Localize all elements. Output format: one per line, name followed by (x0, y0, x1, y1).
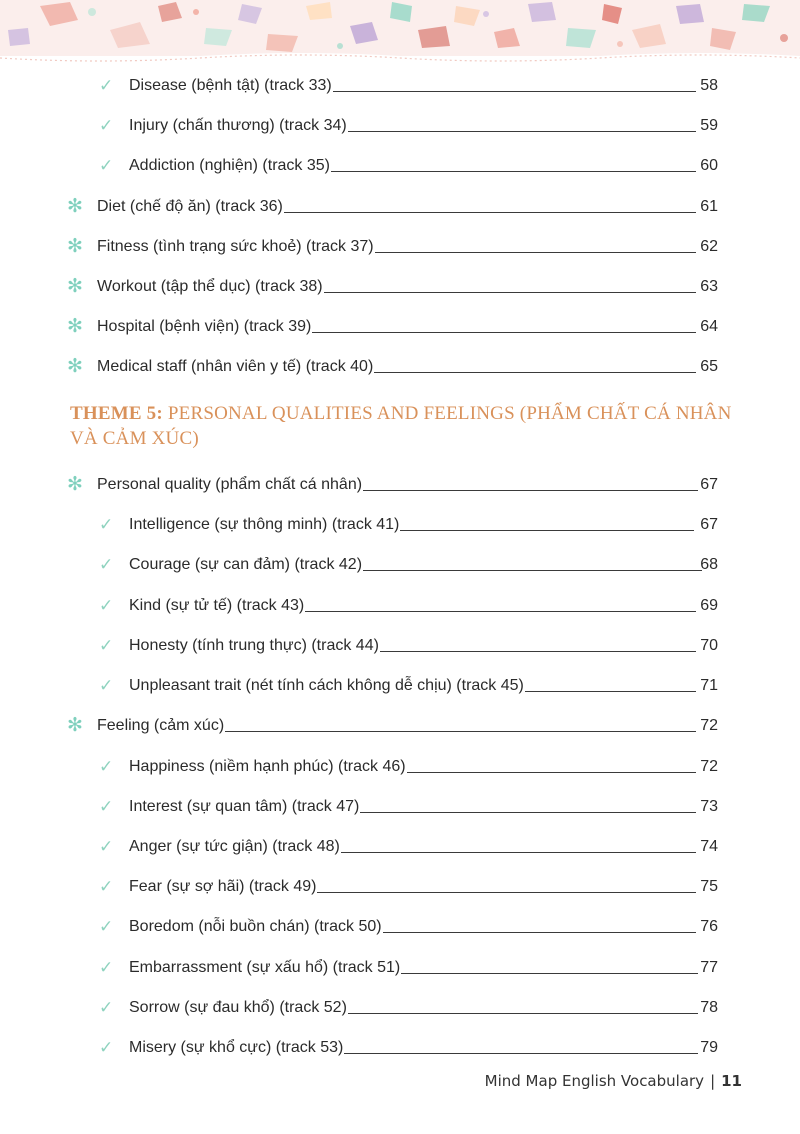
toc-entry[interactable] (0, 513, 800, 537)
toc-page-number: 69 (700, 597, 718, 614)
toc-entry[interactable] (0, 795, 800, 819)
toc-entry-title: Honesty (tính trung thực) (track 44) (129, 634, 380, 658)
checkmark-icon: ✓ (99, 555, 114, 574)
toc-page-number: 76 (700, 918, 718, 935)
decorative-terrazzo-banner (0, 0, 800, 72)
toc-entry[interactable] (0, 714, 800, 738)
asterisk-bullet-icon: ✻ (67, 715, 83, 736)
footer-separator: | (710, 1072, 716, 1090)
toc-entry-title: Fitness (tình trạng sức khoẻ) (track 37) (97, 235, 375, 259)
checkmark-icon: ✓ (99, 116, 114, 135)
toc-entry[interactable] (0, 154, 800, 178)
toc-page-number: 62 (700, 238, 718, 255)
toc-entry-title: Sorrow (sự đau khổ) (track 52) (129, 996, 348, 1020)
checkmark-icon: ✓ (99, 1038, 114, 1057)
toc-entry[interactable] (0, 674, 800, 698)
toc-entry[interactable] (0, 875, 800, 899)
toc-entry-title: Anger (sự tức giận) (track 48) (129, 835, 341, 859)
book-title: Mind Map English Vocabulary (484, 1072, 705, 1090)
toc-page-number: 77 (700, 959, 718, 976)
toc-entry-title: Hospital (bệnh viện) (track 39) (97, 315, 312, 339)
checkmark-icon: ✓ (99, 998, 114, 1017)
toc-entry[interactable] (0, 594, 800, 618)
toc-entry[interactable] (0, 956, 800, 980)
toc-entry-title: Courage (sự can đảm) (track 42) (129, 553, 363, 577)
toc-entry[interactable] (0, 835, 800, 859)
checkmark-icon: ✓ (99, 636, 114, 655)
asterisk-bullet-icon: ✻ (67, 474, 83, 495)
theme-title: PERSONAL QUALITIES AND FEELINGS (PHẨM CHẤT CÁ NHÂN VÀ CẢM XÚC) (70, 403, 732, 449)
toc-entry[interactable] (0, 996, 800, 1020)
toc-entry-title: Kind (sự tử tế) (track 43) (129, 594, 305, 618)
toc-page-number: 74 (700, 838, 718, 855)
toc-page-number: 68 (700, 556, 718, 573)
toc-page-number: 72 (700, 758, 718, 775)
asterisk-bullet-icon: ✻ (67, 316, 83, 337)
toc-page-number: 61 (700, 198, 718, 215)
asterisk-bullet-icon: ✻ (67, 276, 83, 297)
page-footer (485, 1070, 742, 1092)
toc-entry-title: Personal quality (phẩm chất cá nhân) (97, 473, 363, 497)
toc-entry[interactable] (0, 235, 800, 259)
toc-entry-title: Feeling (cảm xúc) (97, 714, 225, 738)
toc-entry-title: Disease (bệnh tật) (track 33) (129, 74, 333, 98)
checkmark-icon: ✓ (99, 958, 114, 977)
toc-entry-title: Diet (chế độ ăn) (track 36) (97, 195, 284, 219)
toc-entry-title: Medical staff (nhân viên y tế) (track 40) (97, 355, 374, 379)
toc-page-number: 78 (700, 999, 718, 1016)
toc-page-number: 58 (700, 77, 718, 94)
toc-entry[interactable] (0, 553, 800, 577)
toc-entry-title: Addiction (nghiện) (track 35) (129, 154, 331, 178)
toc-entry[interactable] (0, 355, 800, 379)
toc-entry[interactable] (0, 275, 800, 299)
checkmark-icon: ✓ (99, 676, 114, 695)
toc-entry-title: Embarrassment (sự xấu hổ) (track 51) (129, 956, 401, 980)
checkmark-icon: ✓ (99, 76, 114, 95)
footer-page-number: 11 (721, 1072, 742, 1090)
toc-page-number: 70 (700, 637, 718, 654)
toc-entry-title: Fear (sự sợ hãi) (track 49) (129, 875, 317, 899)
toc-page-number: 60 (700, 157, 718, 174)
theme-label: THEME 5: (70, 403, 163, 424)
toc-entry[interactable] (0, 315, 800, 339)
toc-page-number: 64 (700, 318, 718, 335)
toc-entry-title: Happiness (niềm hạnh phúc) (track 46) (129, 755, 407, 779)
toc-entry-title: Workout (tập thể dục) (track 38) (97, 275, 324, 299)
toc-page-number: 72 (700, 717, 718, 734)
toc-entry-title: Unpleasant trait (nét tính cách không dễ chịu) (track 45) (129, 674, 525, 698)
checkmark-icon: ✓ (99, 156, 114, 175)
toc-entry-title: Injury (chấn thương) (track 34) (129, 114, 348, 138)
toc-page-number: 71 (700, 677, 718, 694)
toc-page-number: 59 (700, 117, 718, 134)
checkmark-icon: ✓ (99, 837, 114, 856)
checkmark-icon: ✓ (99, 797, 114, 816)
toc-entry[interactable] (0, 195, 800, 219)
asterisk-bullet-icon: ✻ (67, 196, 83, 217)
toc-page-number: 63 (700, 278, 718, 295)
toc-entry[interactable] (0, 755, 800, 779)
asterisk-bullet-icon: ✻ (67, 236, 83, 257)
toc-entry[interactable] (0, 915, 800, 939)
toc-entry-title: Interest (sự quan tâm) (track 47) (129, 795, 360, 819)
toc-entry[interactable] (0, 114, 800, 138)
checkmark-icon: ✓ (99, 596, 114, 615)
checkmark-icon: ✓ (99, 877, 114, 896)
toc-page-number: 65 (700, 358, 718, 375)
toc-entry[interactable] (0, 1036, 800, 1060)
asterisk-bullet-icon: ✻ (67, 356, 83, 377)
toc-entry-title: Misery (sự khổ cực) (track 53) (129, 1036, 344, 1060)
toc-page-number: 75 (700, 878, 718, 895)
checkmark-icon: ✓ (99, 917, 114, 936)
toc-page-number: 67 (700, 516, 718, 533)
theme-heading[interactable] (70, 401, 735, 451)
toc-page-number: 73 (700, 798, 718, 815)
toc-entry-title: Boredom (nỗi buồn chán) (track 50) (129, 915, 383, 939)
toc-page-number: 67 (700, 476, 718, 493)
toc-entry[interactable] (0, 634, 800, 658)
checkmark-icon: ✓ (99, 757, 114, 776)
toc-page-number: 79 (700, 1039, 718, 1056)
toc-entry-title: Intelligence (sự thông minh) (track 41) (129, 513, 400, 537)
toc-entry[interactable] (0, 74, 800, 98)
checkmark-icon: ✓ (99, 515, 114, 534)
toc-entry[interactable] (0, 473, 800, 497)
